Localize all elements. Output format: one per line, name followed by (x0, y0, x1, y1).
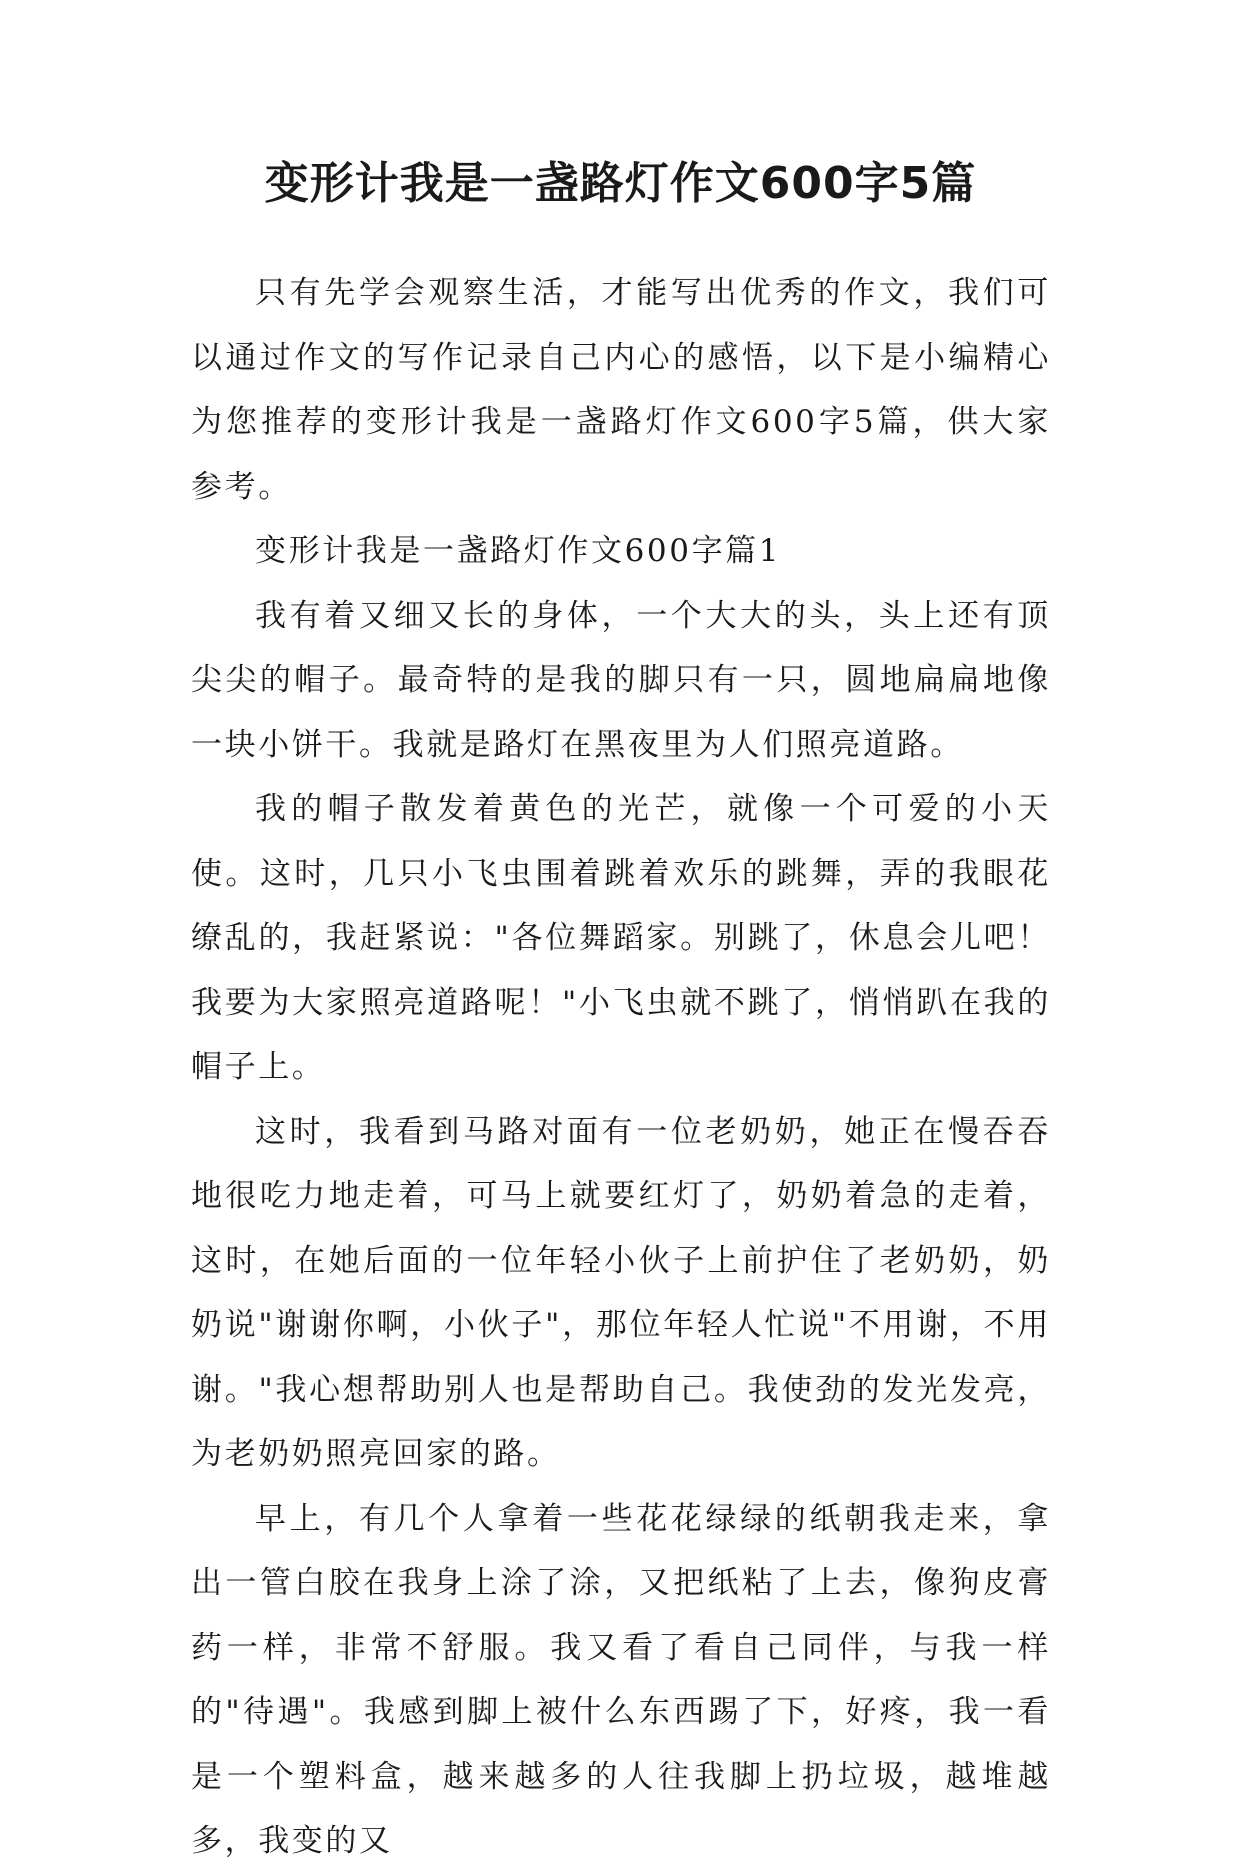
document-title: 变形计我是一盏路灯作文600字5篇 (264, 158, 977, 209)
paragraph: 我的帽子散发着黄色的光芒，就像一个可爱的小天使。这时，几只小飞虫围着跳着欢乐的跳舞，弄的我眼花缭乱的，我赶紧说："各位舞蹈家。别跳了，休息会儿吧！我要为大家照亮道路呢！"小飞虫就不跳了，悄悄趴在我的帽子上。 (191, 791, 1051, 1085)
paragraph: 早上，有几个人拿着一些花花绿绿的纸朝我走来，拿出一管白胶在我身上涂了涂，又把纸粘了上去，像狗皮膏药一样，非常不舒服。我又看了看自己同伴，与我一样的"待遇"。我感到脚上被什么东西踢了下，好疼，我一看是一个塑料盒，越来越多的人往我脚上扔垃圾，越堆越多，我变的又 (191, 1500, 1051, 1859)
paragraph-intro: 只有先学会观察生活，才能写出优秀的作文，我们可以通过作文的写作记录自己内心的感悟，以下是小编精心为您推荐的变形计我是一盏路灯作文600字5篇，供大家参考。 (191, 275, 1051, 505)
document-body (191, 261, 1051, 1874)
paragraph: 我有着又细又长的身体，一个大大的头，头上还有顶尖尖的帽子。最奇特的是我的脚只有一只，圆地扁扁地像一块小饼干。我就是路灯在黑夜里为人们照亮道路。 (191, 597, 1051, 763)
paragraph: 这时，我看到马路对面有一位老奶奶，她正在慢吞吞地很吃力地走着，可马上就要红灯了，奶奶着急的走着，这时，在她后面的一位年轻小伙子上前护住了老奶奶，奶奶说"谢谢你啊，小伙子"，那位年轻人忙说"不用谢，不用谢。"我心想帮助别人也是帮助自己。我使劲的发光发亮，为老奶奶照亮回家的路。 (191, 1113, 1051, 1472)
section-heading: 变形计我是一盏路灯作文600字篇1 (255, 533, 782, 569)
